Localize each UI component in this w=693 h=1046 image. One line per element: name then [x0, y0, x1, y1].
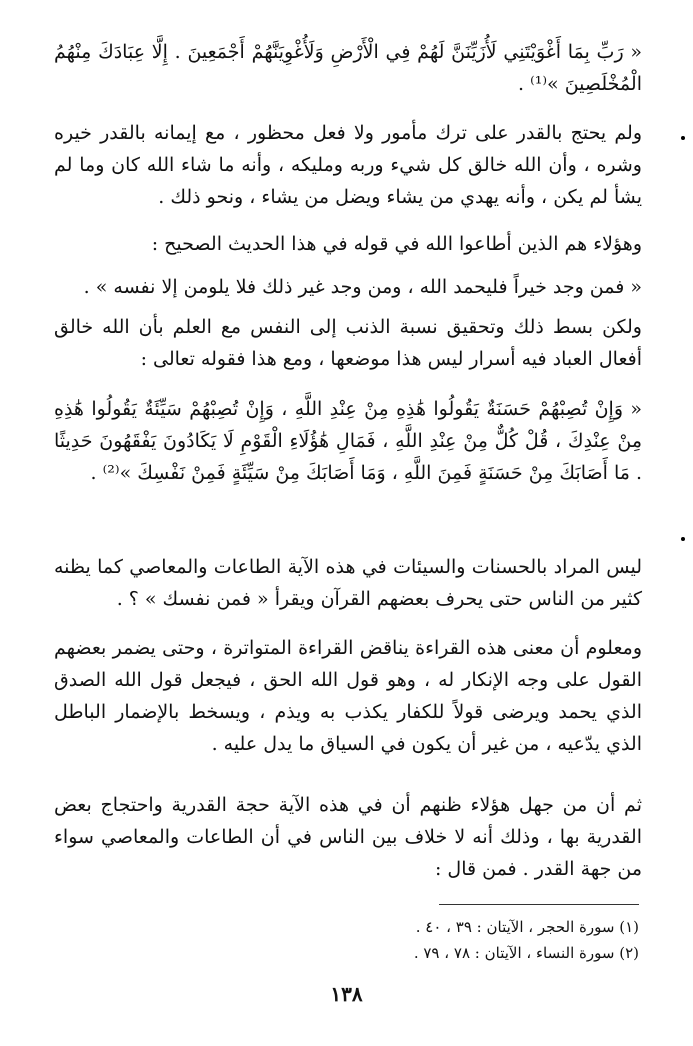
hadith-quote-paragraph: « فمن وجد خيراً فليحمد الله ، ومن وجد غير ذلك فلا يلومن إلا نفسه » .	[83, 276, 642, 298]
body-paragraph: ثم أن من جهل هؤلاء ظنهم أن في هذه الآية حجة القدرية واحتجاج بعض القدرية بها ، وذلك أنه لا خلاف بين الناس في أن الطاعات والمعاصي سواء من جهة القدر . فمن قال :	[54, 794, 642, 880]
quran-quote-paragraph: « وَإِنْ تُصِبْهُمْ حَسَنَةٌ يَقُولُوا هَٰذِهِ مِنْ عِنْدِ اللَّهِ ، وَإِنْ تُصِبْهُمْ سَيِّئَةٌ يَقُولُوا هَٰذِهِ مِنْ عِنْدِكَ ، قُلْ كُلٌّ مِنْ عِنْدِ اللَّهِ ، فَمَالِ هَٰؤُلَاءِ الْقَوْمِ لَا يَكَادُونَ يَفْقَهُونَ حَدِيثًا . مَا أَصَابَكَ مِنْ حَسَنَةٍ فَمِنَ اللَّهِ ، وَمَا أَصَابَكَ مِنْ سَيِّئَةٍ فَمِنْ نَفْسِكَ »⁽²⁾ .	[54, 398, 642, 484]
footnote: (١) سورة الحجر ، الآيتان : ٣٩ ، ٤٠ .	[415, 918, 639, 936]
margin-dot	[681, 537, 685, 541]
quran-quote-paragraph: « رَبِّ بِمَا أَغْوَيْتَنِي لَأُزَيِّنَنَّ لَهُمْ فِي الْأَرْضِ وَلَأُغْوِيَنَّهُمْ أَجْمَعِينَ . إِلَّا عِبَادَكَ مِنْهُمُ الْمُخْلَصِينَ »⁽¹⁾ .	[54, 41, 642, 95]
body-paragraph: ولكن بسط ذلك وتحقيق نسبة الذنب إلى النفس مع العلم بأن الله خالق أفعال العباد فيه أسرار ليس هذا موضعها ، ومع هذا فقوله تعالى :	[54, 316, 642, 370]
body-paragraph: وهؤلاء هم الذين أطاعوا الله في قوله في هذا الحديث الصحيح :	[151, 233, 642, 255]
body-paragraph: ولم يحتج بالقدر على ترك مأمور ولا فعل محظور ، مع إيمانه بالقدر خيره وشره ، وأن الله خالق كل شيء وربه ومليكه ، وأنه ما شاء الله كان وما لم يشأ لم يكن ، وأنه يهدي من يشاء ويضل من يشاء ، ونحو ذلك .	[54, 122, 642, 208]
body-paragraph: ليس المراد بالحسنات والسيئات في هذه الآية الطاعات والمعاصي كما يظنه كثير من الناس حتى يحرف بعضهم القرآن ويقرأ « فمن نفسك » ؟ .	[54, 556, 642, 610]
body-paragraph: ومعلوم أن معنى هذه القراءة يناقض القراءة المتواترة ، وحتى يضمر بعضهم القول على وجه الإنكار له ، وهو قول الله الحق ، فيجعل قول الله الصدق الذي يحمد ويرضى قولاً للكفار يكذب به ويذم ، ويسخط بالإضمار الباطل الذي يدّعيه ، من غير أن يكون في السياق ما يدل عليه .	[54, 637, 642, 755]
page-number: ١٣٨	[330, 982, 363, 1006]
margin-dot	[681, 136, 685, 140]
footnote: (٢) سورة النساء ، الآيتان : ٧٨ ، ٧٩ .	[413, 944, 639, 962]
footnote-divider	[439, 904, 639, 905]
